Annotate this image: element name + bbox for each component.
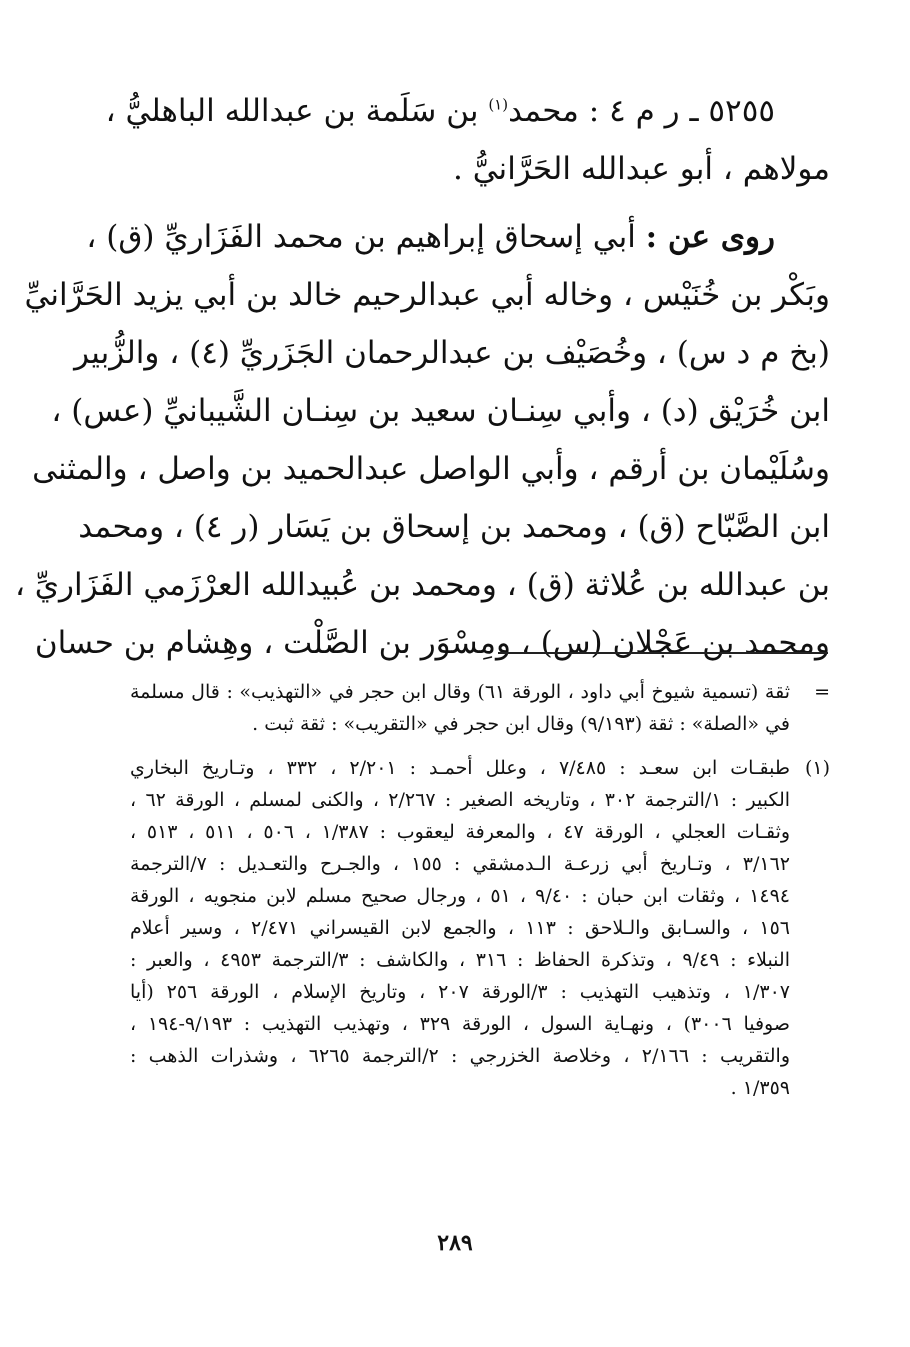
entry-line-1 [105,82,830,140]
entry-line-2: مولاهم ، أبو عبدالله الحَرَّانيُّ . [453,151,830,187]
footnote-line: ثقة (تسمية شيوخ أبي داود ، الورقة ٦١) وقال ابن حجر في «التهذيب» : قال مسلمة [130,681,790,703]
footnote-reference: (١) [488,95,509,114]
narrated-from-lead: روى عن : [645,219,775,255]
footnote-line: طبقـات ابن سعـد : ٧/٤٨٥ ، وعلل أحمـد : ٢/٢٠١ ، ٣٣٢ ، وتـاريخ البخاري [130,757,790,779]
narrated-line-1-text: أبي إسحاق إبراهيم بن محمد الفَزَاريِّ (ق) ، [86,219,646,255]
footnote-body [130,676,790,740]
narrated-line: ابن الصَّبّاح (ق) ، ومحمد بن إسحاق بن يَسَار (ر ٤) ، ومحمد [78,509,830,545]
footnote-line: في «الصلة» : ثقة (٩/١٩٣) وقال ابن حجر في «التقريب» : ثقة ثبت . [252,713,790,735]
footnote-line: ١٥٦ ، والسـابق والـلاحق : ١١٣ ، والجمع لابن القيسراني ٢/٤٧١ ، وسير أعلام [130,917,790,939]
main-text [14,82,830,672]
narrated-line: ابن خُرَيْق (د) ، وأبي سِنـان سعيد بن سِنـان الشَّيبانيِّ (عس) ، [51,393,830,429]
footnote-line: النبلاء : ٩/٤٩ ، وتذكرة الحفاظ : ٣١٦ ، والكاشف : ٣/الترجمة ٤٩٥٣ ، والعبر : [130,949,790,971]
footnotes [130,676,830,1104]
entry-number-and-name: ٥٢٥٥ ـ ر م ٤ : محمد [508,93,775,129]
narrated-line: (بخ م د س) ، وخُصَيْف بن عبدالرحمان الجَزَريِّ (٤) ، والزُّبير [74,335,830,371]
footnote-body [130,752,790,1104]
footnote-line: صوفيا ٣٠٠٦) ، ونهـاية السول ، الورقة ٣٢٩ ، وتهذيب التهذيب : ٩/١٩٣-١٩٤ ، [130,1013,791,1035]
narrated-line: وبَكْر بن خُنَيْس ، وخاله أبي عبدالرحيم خالد بن أبي يزيد الحَرَّانيِّ [24,277,830,313]
footnote-line: ٣/١٦٢ ، وتـاريخ أبي زرعـة الـدمشقي : ١٥٥ ، والجـرح والتعـديل : ٧/الترجمة [130,853,790,875]
entry-lineage: بن سَلَمة بن عبدالله الباهليُّ ، [105,93,489,129]
footnote-line: ١٤٩٤ ، وثقات ابن حبان : ٩/٤٠ ، ٥١ ، ورجال صحيح مسلم لابن منجويه ، الورقة [130,885,791,907]
narrated-line-1 [86,208,830,266]
entry-heading-paragraph [105,82,830,198]
footnote-separator [498,652,828,654]
footnote-line: ١/٣٥٩ . [730,1077,790,1099]
footnote-marker: = [814,681,830,703]
narrated-line: ومحمد بن عَجْلان (س) ، ومِسْوَر بن الصَّلْت ، وهِشام بن حسان [34,625,830,661]
footnote-line: والتقريب : ٢/١٦٦ ، وخلاصة الخزرجي : ٢/الترجمة ٦٢٦٥ ، وشذرات الذهب : [130,1045,791,1067]
footnote-marker: (١) [804,757,830,779]
footnote-continuation [130,676,830,740]
narrated-from-paragraph [14,208,830,672]
footnote-line: الكبير : ١/الترجمة ٣٠٢ ، وتاريخه الصغير : ٢/٢٦٧ ، والكنى لمسلم ، الورقة ٦٢ ، [130,789,791,811]
narrated-line: بن عبدالله بن عُلاثة (ق) ، ومحمد بن عُبيدالله العرْزَمي الفَزَاريِّ ، [14,567,830,603]
footnote-line: ١/٣٠٧ ، وتذهيب التهذيب : ٣/الورقة ٢٠٧ ، وتاريخ الإسلام ، الورقة ٢٥٦ (أيا [130,981,790,1003]
footnote-1 [130,752,830,1104]
footnote-line: وثقـات العجلي ، الورقة ٤٧ ، والمعرفة ليعقوب : ١/٣٨٧ ، ٥٠٦ ، ٥١١ ، ٥١٣ ، [130,821,791,843]
narrated-line: وسُلَيْمان بن أرقم ، وأبي الواصل عبدالحميد بن واصل ، والمثنى [32,451,830,487]
page-number: ٢٨٩ [437,1230,473,1256]
